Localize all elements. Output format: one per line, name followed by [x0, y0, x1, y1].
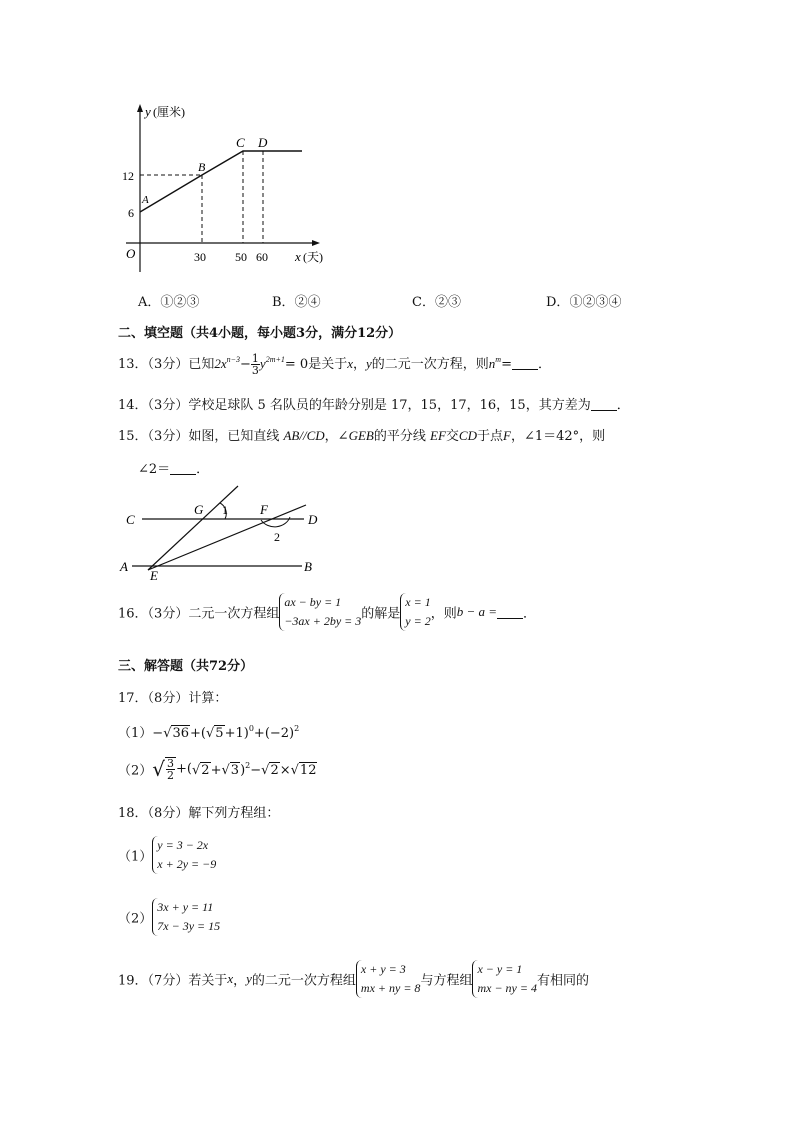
q16-mid2: ，则 [430, 606, 457, 622]
q14-answer-blank[interactable] [591, 398, 617, 411]
y-tick-12: 12 [122, 169, 134, 183]
section-3-title: 三、解答题（共72分） [118, 659, 254, 674]
option-b-text: ②④ [294, 295, 321, 310]
origin-label: O [126, 246, 136, 261]
point-b-label: B [198, 160, 206, 174]
q19-s1-eq1: x + y = 3 [360, 962, 406, 976]
q13-comma: ， [352, 357, 366, 372]
q13-base1: 2x [214, 356, 227, 371]
x-tick-30: 30 [194, 250, 206, 264]
q17-p2-c: ) [240, 762, 246, 778]
q13-base2: y [259, 356, 266, 371]
label-angle-1: 1 [222, 503, 228, 517]
q18-p2-eq2: 7x − 3y = 15 [157, 919, 221, 933]
q13-frac-num: 1 [251, 352, 259, 365]
q19-y: y [246, 971, 252, 986]
q15-ef: EF [430, 428, 446, 443]
question-13 [118, 353, 551, 376]
q17-p2-root2: 3 [230, 762, 240, 778]
q19-system1 [356, 960, 421, 998]
y-unit-label: (厘米) [153, 105, 185, 119]
q15-geb: GEB [348, 428, 374, 443]
line-graph-figure [112, 100, 342, 280]
q16-answer-blank[interactable] [497, 606, 523, 619]
q15-f: F [502, 428, 511, 443]
q13-var-x: x [347, 356, 353, 371]
q13-fraction [251, 353, 260, 376]
q19-mid2: 与方程组 [420, 973, 473, 989]
q19-end: 有相同的 [536, 973, 589, 989]
q16-eq2: −3ax + 2by = 3 [284, 614, 362, 628]
question-16 [118, 593, 536, 631]
option-a-letter: A． [138, 295, 161, 310]
q19-s1-eq2: mx + ny = 8 [360, 981, 421, 995]
q18-p2-eq1: 3x + y = 11 [157, 900, 214, 914]
q16-sol1: x = 1 [405, 595, 431, 609]
q15-answer-blank[interactable] [170, 462, 196, 475]
q13-prefix: 13．（3分）已知 [118, 357, 215, 372]
x-tick-60: 60 [256, 250, 268, 264]
q16-mid: 的解是 [361, 606, 401, 622]
q15-line2: ∠2＝ [138, 462, 171, 477]
option-b-letter: B． [272, 295, 295, 310]
q13-eq: = 0 [284, 357, 309, 372]
q17-p2-root4: 12 [299, 762, 317, 778]
section-2-title: 二、填空题（共4小题，每小题3分，满分12分） [118, 326, 402, 341]
q17-p2-fraction [165, 757, 176, 781]
label-c: C [126, 512, 135, 527]
point-c-label: C [236, 135, 245, 150]
q17-title: 17．（8分）计算： [118, 691, 228, 706]
q13-answer-blank[interactable] [512, 357, 538, 370]
q14-text: 14．（3分）学校足球队 5 名队员的年龄分别是 17，15，17，16，15，其方差为 [118, 398, 591, 413]
label-d: D [308, 512, 318, 527]
y-axis-arrow [137, 104, 143, 112]
q17-p2-label: （2） [118, 763, 153, 779]
point-a-label: A [142, 194, 149, 206]
q14-period: ． [616, 398, 630, 413]
option-c-letter: C． [412, 295, 435, 310]
q18-p2-system [152, 898, 220, 936]
q13-exp2: 2m+1 [265, 355, 285, 364]
q16-prefix: 16．（3分）二元一次方程组 [118, 606, 280, 622]
q17-p2-times: × [279, 762, 291, 778]
question-15-line2 [138, 458, 209, 477]
q16-eq1: ax − by = 1 [284, 595, 342, 609]
q19-x: x [227, 971, 234, 986]
graph-line [140, 151, 302, 212]
q19-system2 [472, 960, 537, 998]
q13-period: ． [537, 357, 551, 372]
option-b [272, 291, 321, 310]
q15-ab: AB [283, 428, 300, 443]
q17-p1-exp1: 0 [248, 724, 254, 733]
q13-mid2: 的二元一次方程，则 [371, 357, 489, 372]
q17-p1-b: +( [190, 726, 206, 741]
q15-text-c: 的平分线 [373, 429, 426, 444]
q16-period: ． [523, 606, 537, 622]
option-a-text: ①②③ [160, 295, 200, 310]
label-e: E [150, 568, 158, 583]
question-19 [118, 960, 589, 998]
q16-system [279, 593, 361, 631]
y-tick-6: 6 [128, 206, 134, 220]
x-tick-50: 50 [235, 250, 247, 264]
y-axis-label: y [145, 104, 151, 119]
q18-title: 18．（8分）解下列方程组： [118, 806, 280, 821]
q15-parallel: // [299, 428, 307, 443]
q17-p1-label: （1） [118, 726, 153, 741]
q17-p2-exp: 2 [245, 760, 251, 770]
option-a [138, 291, 199, 310]
q16-solution [400, 593, 430, 631]
q17-p2-frac-den: 2 [167, 769, 175, 782]
q17-p2-frac-num: 3 [167, 757, 175, 770]
q15-text-d: 交 [445, 429, 459, 444]
q13-exp1: n−3 [226, 355, 241, 364]
option-d [546, 291, 621, 310]
q15-text-f: ，∠1＝42°，则 [510, 429, 606, 444]
q13-end: = [501, 357, 512, 372]
q17-part1: $(1)-√36+(√5+1)^0+(-2)^2$ [118, 724, 300, 741]
q18-p1-eq2: x + 2y = −9 [157, 857, 217, 871]
x-axis-label: x [295, 249, 301, 264]
q17-p2-root3: 2 [270, 762, 279, 778]
q15-text-b: ，∠ [324, 429, 349, 444]
question-14 [118, 394, 630, 413]
q13-var-y: y [366, 356, 372, 371]
q15-text-a: 15．（3分）如图，已知直线 [118, 429, 280, 444]
q17-p2-b: + [210, 762, 222, 778]
option-d-letter: D． [546, 295, 570, 310]
label-angle-2: 2 [274, 530, 280, 544]
label-f: F [260, 502, 268, 517]
q19-s2-eq2: mx − ny = 4 [477, 981, 537, 995]
x-axis-arrow [312, 240, 320, 246]
q16-sol2: y = 2 [405, 614, 431, 628]
q17-p1-a: − [152, 726, 164, 741]
q15-cd: CD [306, 428, 325, 443]
q15-text-e: 于点 [476, 429, 503, 444]
label-g: G [194, 502, 204, 517]
q19-s2-eq1: x − y = 1 [477, 962, 523, 976]
x-unit-label: (天) [303, 250, 323, 264]
q13-exp3: m [495, 355, 502, 364]
option-c [412, 291, 461, 310]
q17-p2-a: +( [176, 761, 192, 777]
line-eg [148, 486, 238, 570]
q17-p1-root1: 36 [172, 726, 190, 741]
q18-p1-eq1: y = 3 − 2x [157, 838, 209, 852]
label-a: A [120, 559, 128, 574]
q16-expr: b − a = [456, 604, 498, 619]
q13-frac-den: 3 [251, 364, 259, 377]
label-b: B [304, 559, 312, 574]
q18-p1-system [152, 836, 216, 874]
option-d-text: ①②③④ [569, 295, 622, 310]
q19-mid: 的二元一次方程组 [251, 973, 356, 989]
q13-minus: − [240, 357, 251, 372]
q17-p1-d: +(−2) [253, 726, 295, 741]
q17-p2-d: − [250, 762, 262, 778]
q15-period: ． [196, 462, 210, 477]
q17-p1-root2: 5 [215, 726, 224, 741]
q17-p1-c: +1) [224, 726, 249, 741]
option-c-text: ②③ [434, 295, 461, 310]
q19-prefix: 19．（7分）若关于 [118, 973, 228, 989]
q17-part2: （2）√ $\frac{3}{2}$ $+(√2+√3)^2-√2\times√12$ [118, 757, 317, 782]
q13-mid: 是关于 [308, 357, 348, 372]
point-d-label: D [258, 135, 268, 150]
q18-p1-label: （1） [118, 849, 153, 865]
q18-part2 [118, 898, 220, 936]
question-15-line1 [118, 425, 605, 444]
q19-comma: ， [233, 973, 247, 989]
parallel-lines-figure [114, 480, 334, 585]
q17-p1-exp2: 2 [294, 724, 300, 733]
q18-p2-label: （2） [118, 911, 153, 927]
q13-base3: n [488, 356, 496, 371]
q17-p2-root1: 2 [201, 762, 210, 778]
q15-cd2: CD [458, 428, 477, 443]
q18-part1 [118, 836, 216, 874]
